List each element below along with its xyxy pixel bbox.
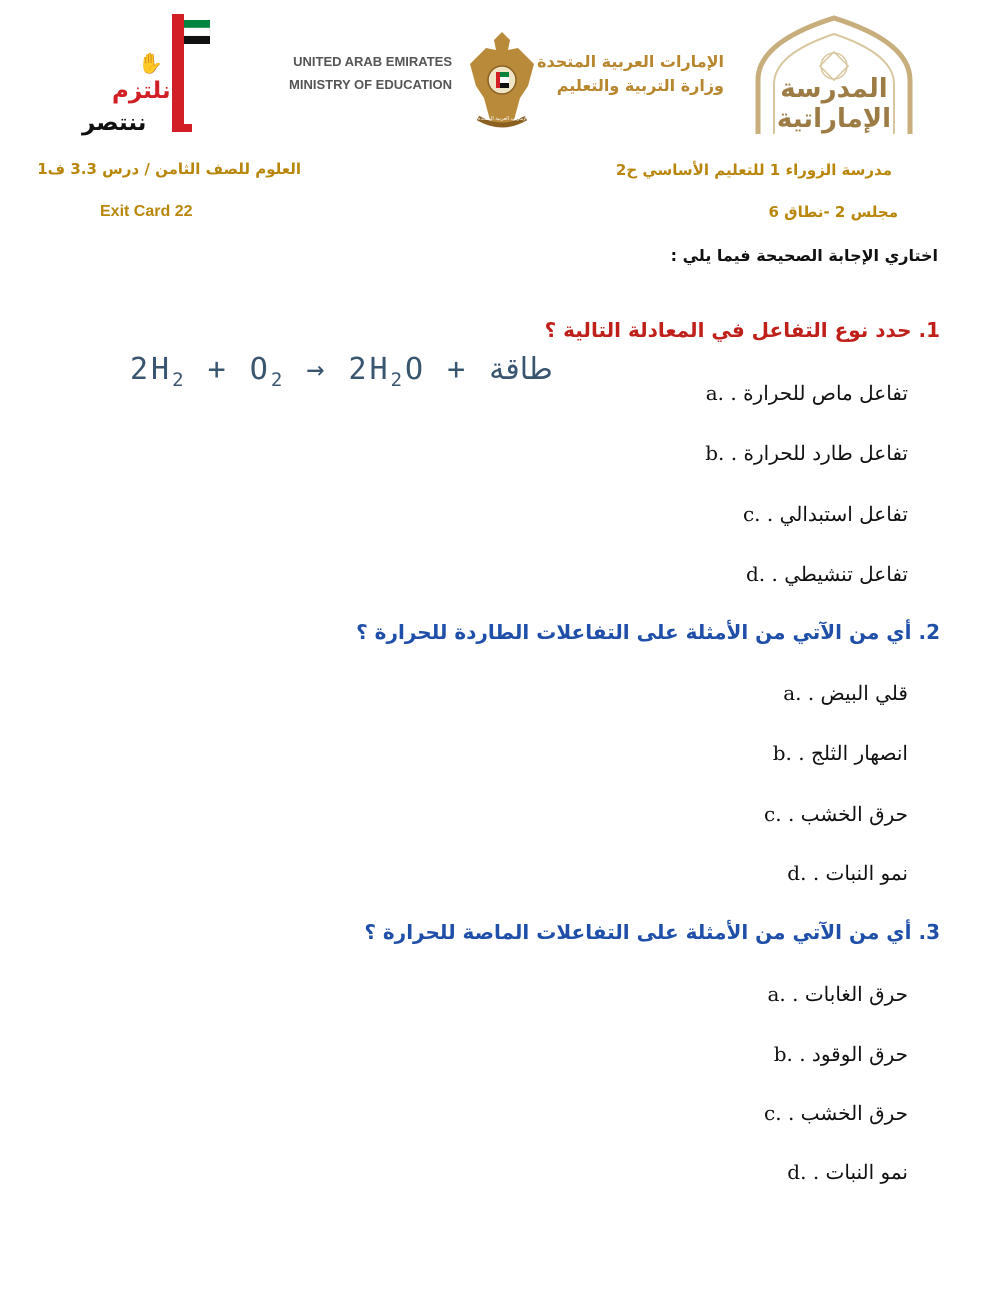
instruction-text: اختاري الإجابة الصحيحة فيما يلي :: [670, 246, 938, 265]
question-3: [364, 920, 940, 944]
emblem-caption: دولة الإمارات العربية المتحدة: [478, 116, 539, 122]
option-2d[interactable]: d. نمو النبات .: [787, 861, 908, 885]
option-2c[interactable]: c. حرق الخشب .: [764, 802, 908, 826]
school-logo-line1: المدرسة: [780, 74, 888, 104]
option-3c[interactable]: c. حرق الخشب .: [764, 1101, 908, 1125]
ministry-en-line1: UNITED ARAB EMIRATES: [293, 54, 452, 69]
eq-plus: +: [447, 352, 469, 387]
logo-text-line2: ننتصر: [82, 110, 147, 136]
question-3-number: 3.: [918, 920, 940, 944]
eq-reactant-h2: $2H_2$: [130, 352, 187, 391]
option-3a[interactable]: a. حرق الغابات .: [767, 982, 908, 1006]
question-2-text: أي من الآتي من الأمثلة على التفاعلات الطاردة للحرارة ؟: [356, 620, 912, 644]
ministry-name-english: [270, 50, 452, 96]
eq-product-h2o: $2H_2O$: [348, 352, 427, 391]
question-1-number: 1.: [918, 318, 940, 342]
question-1: [545, 318, 940, 342]
campaign-logo: [78, 12, 218, 140]
chemical-equation: [130, 352, 553, 391]
school-name-label: مدرسة الزوراء 1 للتعليم الأساسي ح2: [615, 161, 892, 179]
question-3-text: أي من الآتي من الأمثلة على التفاعلات الماصة للحرارة ؟: [364, 920, 912, 944]
option-1c[interactable]: c. تفاعل استبدالي .: [742, 502, 908, 526]
option-1a[interactable]: a. تفاعل ماص للحرارة .: [705, 381, 908, 405]
option-2a[interactable]: a. قلي البيض .: [783, 681, 908, 705]
school-logo-line2: الإماراتية: [776, 104, 892, 134]
logo-text-line1: نلتزم: [112, 78, 171, 104]
svg-text:✋: ✋: [138, 51, 163, 75]
exit-card-label: Exit Card 22: [100, 203, 193, 220]
option-1b[interactable]: b. تفاعل طارد للحرارة .: [705, 441, 908, 465]
option-2b[interactable]: b. انصهار الثلج .: [772, 741, 908, 765]
uae-emblem: [464, 28, 540, 132]
ministry-ar-line2: وزارة التربية والتعليم: [556, 76, 724, 95]
emirati-school-logo: [748, 14, 920, 136]
option-3b[interactable]: b. حرق الوقود .: [773, 1042, 908, 1066]
question-1-text: حدد نوع التفاعل في المعادلة التالية ؟: [544, 318, 912, 342]
option-1d[interactable]: d. تفاعل تنشيطي .: [745, 562, 908, 586]
question-2: [356, 620, 940, 644]
option-3d[interactable]: d. نمو النبات .: [787, 1160, 908, 1184]
eq-plus: +: [207, 352, 229, 387]
subject-lesson-label: العلوم للصف الثامن / درس 3.3 ف1: [37, 160, 301, 178]
ministry-en-line2: MINISTRY OF EDUCATION: [289, 77, 452, 92]
eq-arrow: →: [306, 352, 328, 387]
ministry-ar-line1: الإمارات العربية المتحدة: [537, 52, 724, 71]
council-label: مجلس 2 -نطاق 6: [768, 203, 898, 221]
ministry-name-arabic: [537, 50, 724, 98]
eq-energy: طاقة: [489, 352, 553, 387]
eq-reactant-o2: $O_2$: [249, 352, 286, 391]
question-2-number: 2.: [918, 620, 940, 644]
